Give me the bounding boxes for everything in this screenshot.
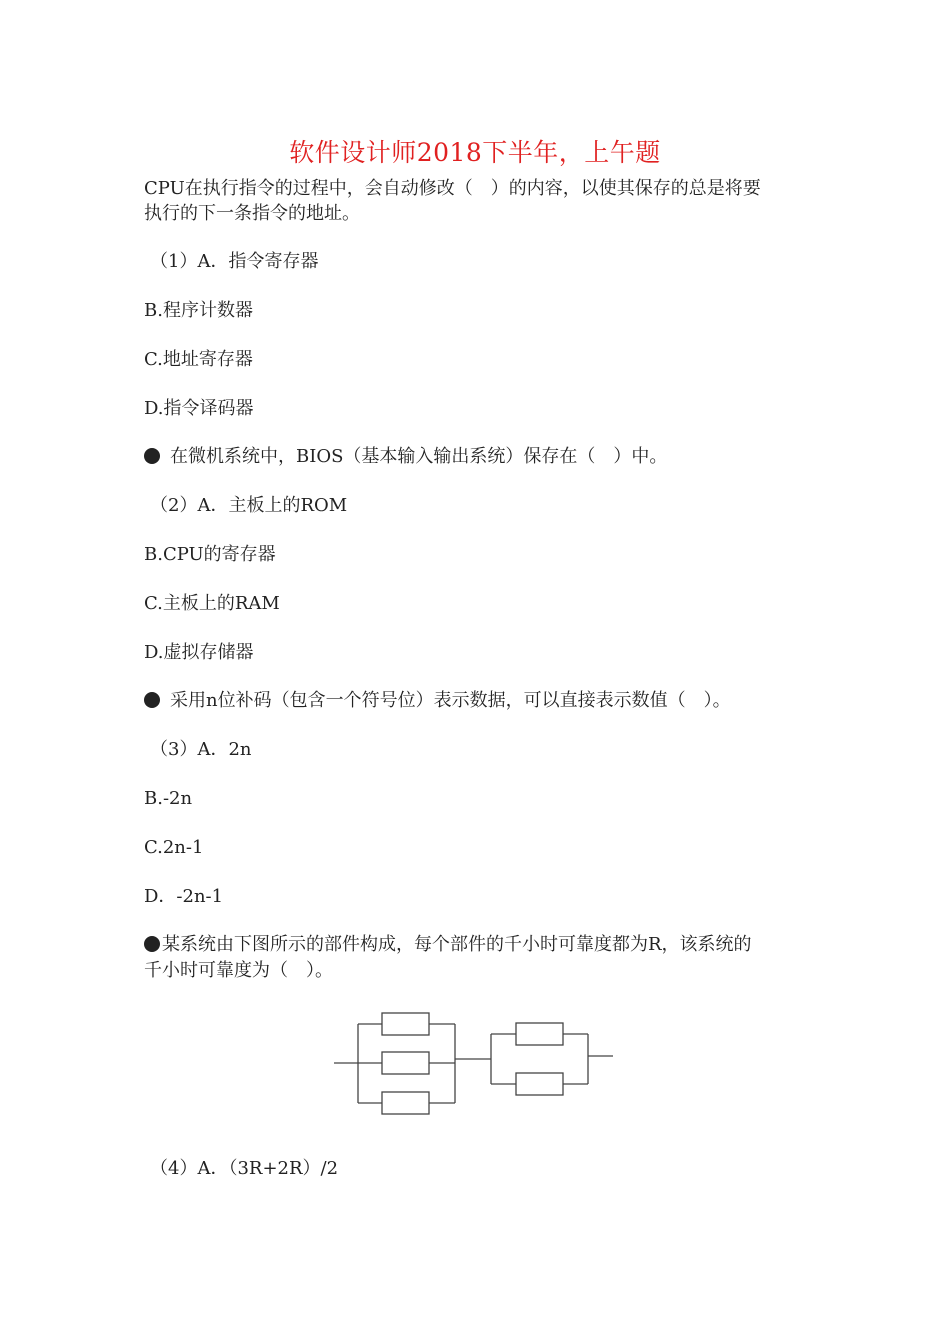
q1-option-d: D.指令译码器 xyxy=(144,398,254,419)
q4-option-a: （4）A．（3R+2R）/2 xyxy=(150,1158,339,1179)
q1-stem-line2: 执行的下一条指令的地址。 xyxy=(144,203,360,224)
bullet-icon xyxy=(144,936,160,952)
reliability-diagram xyxy=(330,1008,620,1116)
q2-option-d: D.虚拟存储器 xyxy=(144,642,254,663)
page-title: 软件设计师2018下半年，上午题 xyxy=(289,138,661,167)
bullet-icon xyxy=(144,692,160,708)
q1-option-a: （1）A．指令寄存器 xyxy=(150,251,319,272)
q2-stem-row xyxy=(144,444,804,470)
q1-option-c: C.地址寄存器 xyxy=(144,349,253,370)
q1-option-b: B.程序计数器 xyxy=(144,300,253,321)
q3-option-b: B.-2n xyxy=(144,788,193,809)
q1-stem-line1: CPU在执行指令的过程中，会自动修改（ ）的内容，以使其保存的总是将要 xyxy=(144,178,761,199)
component-box xyxy=(382,1092,429,1114)
q2-option-b: B.CPU的寄存器 xyxy=(144,544,276,565)
q3-option-c: C.2n-1 xyxy=(144,837,204,858)
component-box xyxy=(516,1073,563,1095)
q3-option-d: D．-2n-1 xyxy=(144,886,224,907)
q2-stem: 在微机系统中，BIOS（基本输入输出系统）保存在（ ）中。 xyxy=(170,446,668,467)
component-box xyxy=(382,1052,429,1074)
q4-stem-line2: 千小时可靠度为（ ）。 xyxy=(144,960,333,981)
q3-stem-row xyxy=(144,688,804,714)
q3-stem: 采用n位补码（包含一个符号位）表示数据，可以直接表示数值（ ）。 xyxy=(170,690,731,711)
q4-stem-line1: 某系统由下图所示的部件构成，每个部件的千小时可靠度都为R，该系统的 xyxy=(162,934,752,955)
q3-option-a: （3）A．2n xyxy=(150,739,252,760)
component-box xyxy=(382,1013,429,1035)
q4-stem-row xyxy=(144,932,804,958)
q2-option-c: C.主板上的RAM xyxy=(144,593,280,614)
bullet-icon xyxy=(144,448,160,464)
q2-option-a: （2）A．主板上的ROM xyxy=(150,495,348,516)
component-box xyxy=(516,1023,563,1045)
